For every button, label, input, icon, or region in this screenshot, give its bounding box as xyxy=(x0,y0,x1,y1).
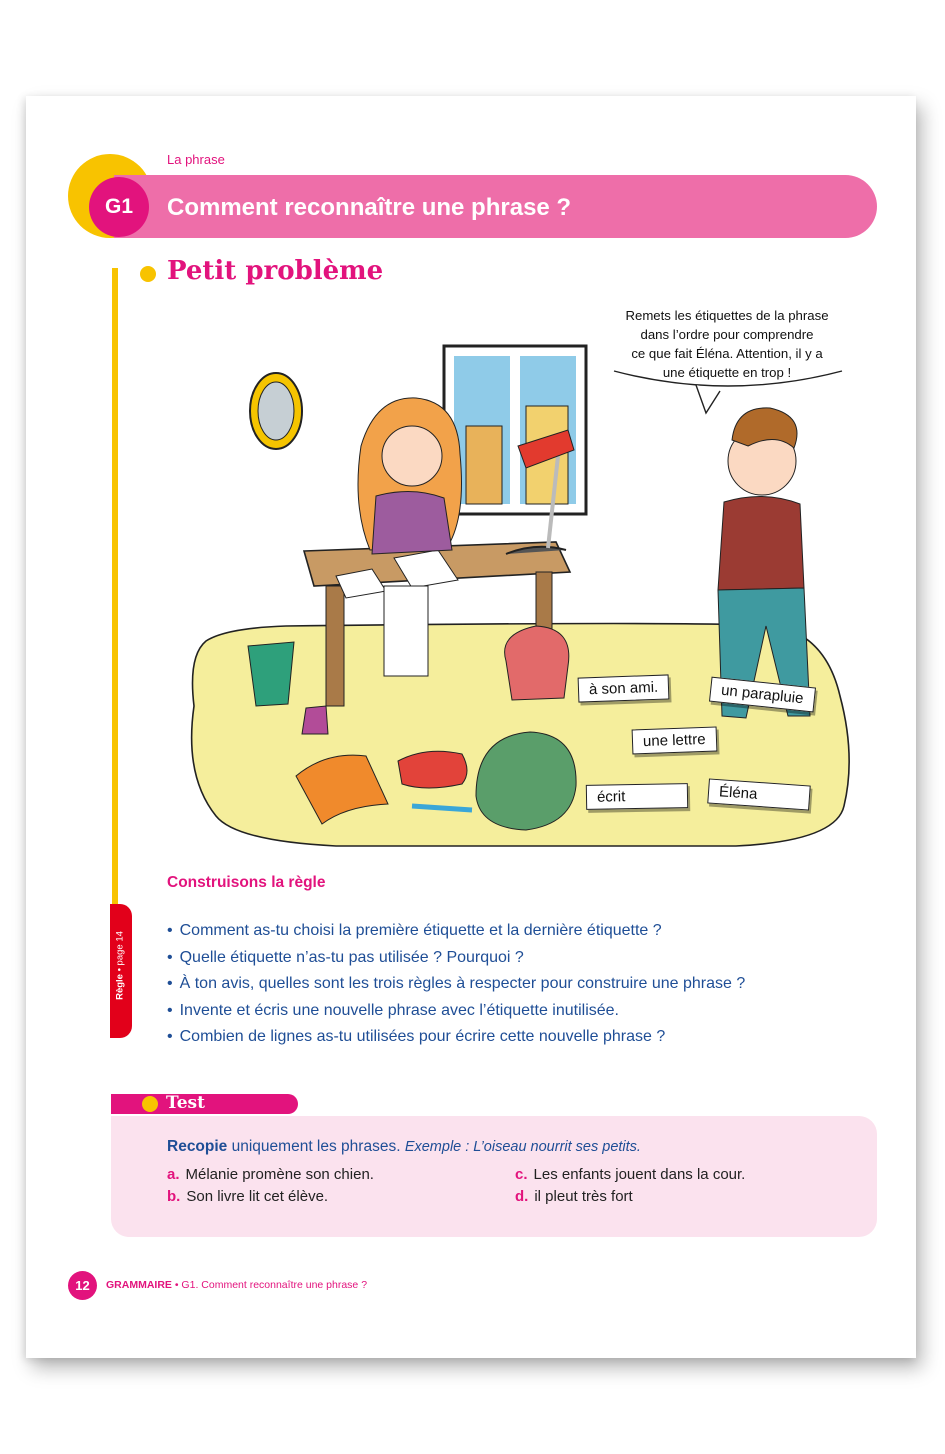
boots xyxy=(302,706,328,734)
test-item-key: c. xyxy=(515,1166,528,1183)
word-label[interactable]: Éléna xyxy=(707,778,810,810)
test-item xyxy=(515,1166,745,1183)
word-label[interactable]: à son ami. xyxy=(578,674,670,702)
test-title: Test xyxy=(166,1093,205,1113)
bubble-line: dans l’ordre pour comprendre xyxy=(640,327,814,342)
pencil-case xyxy=(398,751,467,788)
test-item-text: Les enfants jouent dans la cour. xyxy=(533,1166,746,1183)
test-item xyxy=(167,1188,328,1205)
test-item-text: Mélanie promène son chien. xyxy=(185,1166,374,1183)
section-title: Petit problème xyxy=(167,256,384,286)
word-label[interactable]: écrit xyxy=(586,783,688,810)
bubble-line: Remets les étiquettes de la phrase xyxy=(625,308,829,323)
test-item-key: b. xyxy=(167,1188,181,1205)
instruction-rest: uniquement les phrases. xyxy=(227,1138,405,1155)
test-item xyxy=(515,1188,633,1205)
footer-section: GRAMMAIRE xyxy=(106,1279,172,1291)
mirror-glass xyxy=(258,382,294,440)
test-item-key: d. xyxy=(515,1188,529,1205)
test-item-text: Son livre lit cet élève. xyxy=(186,1188,329,1205)
wastebasket xyxy=(248,642,294,706)
room-illustration xyxy=(176,336,856,856)
question-item: • Invente et écris une nouvelle phrase avec l’étiquette inutilisée. xyxy=(167,998,867,1025)
question-item: • Quelle étiquette n’as-tu pas utilisée ? Pourquoi ? xyxy=(167,945,867,972)
rule-tab-rest: • page 14 xyxy=(114,931,126,975)
test-item-text: il pleut très fort xyxy=(534,1188,633,1205)
chapter-kicker: La phrase xyxy=(167,152,225,167)
word-label[interactable]: un parapluie xyxy=(709,677,816,713)
instruction-example: Exemple : L’oiseau nourrit ses petits. xyxy=(404,1139,641,1155)
instruction-verb: Recopie xyxy=(167,1138,228,1155)
handbag xyxy=(505,626,569,700)
boy-sweater xyxy=(718,496,804,590)
footer-lesson: • G1. Comment reconnaître une phrase ? xyxy=(171,1279,368,1291)
test-bullet-icon xyxy=(142,1096,158,1112)
question-list xyxy=(167,918,867,1051)
lesson-code-badge: G1 xyxy=(89,177,149,237)
section-yellow-rule xyxy=(112,268,118,908)
textbook-page xyxy=(26,96,916,1358)
page-number-badge: 12 xyxy=(68,1271,97,1300)
lesson-title: Comment reconnaître une phrase ? xyxy=(167,194,572,221)
bubble-line: ce que fait Éléna. Attention, il y a xyxy=(631,346,823,361)
girl-shirt xyxy=(372,491,452,554)
window-house-left xyxy=(466,426,502,504)
girl-face xyxy=(382,426,442,486)
question-item: • Combien de lignes as-tu utilisées pour écrire cette nouvelle phrase ? xyxy=(167,1024,867,1051)
test-item xyxy=(167,1166,374,1183)
question-item: • Comment as-tu choisi la première étiquette et la dernière étiquette ? xyxy=(167,918,867,945)
test-instruction xyxy=(167,1138,641,1156)
footer-running-head xyxy=(106,1279,367,1291)
question-item: • À ton avis, quelles sont les trois règles à respecter pour construire une phrase ? xyxy=(167,971,867,998)
rule-page-tab-text xyxy=(115,926,126,1006)
test-item-key: a. xyxy=(167,1166,180,1183)
section-bullet-icon xyxy=(140,266,156,282)
desk-leg xyxy=(326,586,344,706)
rule-subtitle: Construisons la règle xyxy=(167,874,326,891)
rule-tab-bold: Règle xyxy=(114,974,126,1000)
word-label[interactable]: une lettre xyxy=(632,727,717,755)
bubble-line: une étiquette en trop ! xyxy=(662,365,792,380)
girl-legs xyxy=(384,586,428,676)
